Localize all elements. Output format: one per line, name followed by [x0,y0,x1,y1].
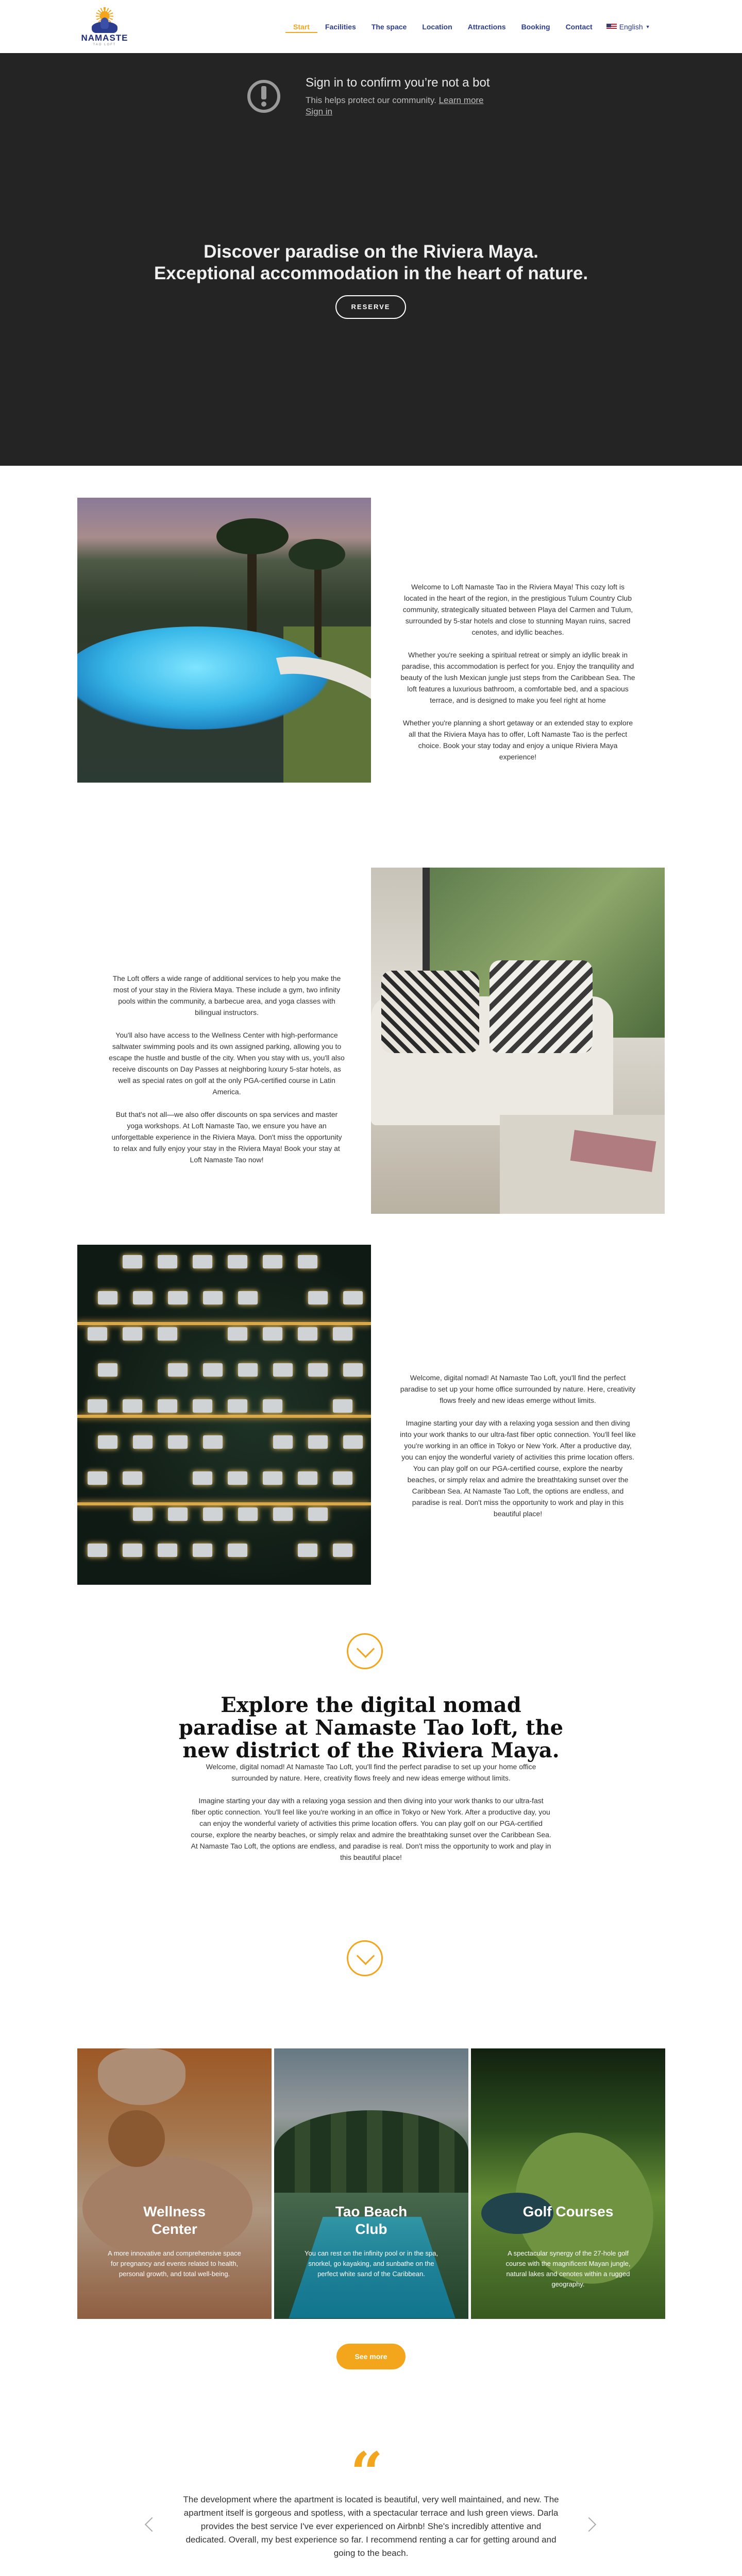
rooftop-shape [158,1399,177,1413]
rooftop-shape [228,1399,247,1413]
chevron-left-icon[interactable] [145,2517,159,2532]
nav-booking[interactable]: Booking [521,23,550,31]
hero-title [0,241,742,284]
rooftop-shape [263,1399,282,1413]
rooftop-shape [263,1471,282,1485]
rooftop-shape [158,1255,177,1268]
rooftop-shape [343,1363,363,1377]
digital-nomad-text [399,1372,636,1531]
paragraph: Whether you're planning a short getaway or an extended stay to explore all that the Riviera Maya has to offer, Loft Namaste Tao is the perfect choice. Book your stay today and enjoy a unique Riviera Maya experience! [402,719,633,761]
rooftop-shape [98,1291,117,1304]
learn-more-link[interactable]: Learn more [439,95,484,105]
rooftop-shape [333,1471,352,1485]
rooftop-shape [333,1327,352,1341]
paragraph: But that's not all—we also offer discounts on spa services and master yoga workshops. At Loft Namaste Tao, we ensure you have an unforgettable experience in the Riviera Maya. Don't miss the opportunity to relax and fully enjoy your stay in the Riviera Maya! Book your stay at Loft Namaste Tao now! [111,1110,342,1164]
card-title: Tao Beach Club [335,2204,408,2237]
scroll-down-icon[interactable] [347,1633,383,1669]
rooftop-shape [228,1255,247,1268]
paragraph: Imagine starting your day with a relaxing yoga session and then diving into your work thanks to our ultra-fast fiber optic connection. You'll feel like you're working in an office in Tokyo or New York. After a productive day, you can enjoy the wonderful variety of activities this prime location offers. You can play golf on our PGA-certified course, explore the nearby beaches, or simply relax and admire the breathtaking sunset over the Caribbean Sea. At Namaste Tao Loft, the options are endless, and paradise is real. Don't miss the opportunity to work and play in this beautiful place! [191,1797,551,1861]
road-shape [77,1415,371,1418]
rooftop-shape [168,1435,188,1449]
nav-attractions[interactable]: Attractions [467,23,506,31]
rooftop-shape [203,1363,223,1377]
welcome-text [399,581,636,774]
rooftop-shape [228,1544,247,1557]
chevron-down-icon: ▼ [645,24,650,29]
rooftop-shape [88,1471,107,1485]
rooftop-shape [203,1507,223,1521]
golf-courses-card[interactable] [471,2048,665,2319]
rooftop-shape [193,1255,212,1268]
bot-check-title: Sign in to confirm you’re not a bot [306,76,490,90]
paragraph: Imagine starting your day with a relaxing yoga session and then diving into your work thanks to our ultra-fast fiber optic connection. You'll feel like you're working in an office in Tokyo or New York. After a productive day, you can enjoy the wonderful variety of activities this prime location offers. You can play golf on our PGA-certified course, explore the nearby beaches, or simply relax and admire the breathtaking sunset over the Caribbean Sea. At Namaste Tao Loft, the options are endless, and paradise is real. Don't miss the opportunity to work and play in this beautiful place! [400,1419,636,1518]
bot-check-description: This helps protect our community. [306,95,436,105]
card-description: You can rest on the infinity pool or in the spa, snorkel, go kayaking, and sunbathe on the perfect white sand of the Caribbean. [305,2249,438,2278]
living-room-photo [371,868,665,1214]
card-title: Wellness Center [143,2204,206,2237]
rooftop-shape [133,1435,153,1449]
pillow-shape [490,960,593,1053]
wellness-center-card[interactable] [77,2048,272,2319]
quote-icon: “ [350,2439,383,2506]
rooftop-shape [88,1544,107,1557]
rooftop-shape [123,1327,142,1341]
rooftop-shape [158,1544,177,1557]
language-switcher[interactable] [600,21,650,33]
card-description: A more innovative and comprehensive space for pregnancy and events related to health, personal growth, and total well-being. [108,2249,241,2278]
paragraph: Whether you're seeking a spiritual retreat or simply an idyllic break in paradise, this accommodation is perfect for you. Enjoy the tranquility and beauty of the lush Mexican jungle just steps from the Caribbean Sea. The loft features a luxurious bathroom, a comfortable bed, and a spacious terrace, and is designed to make you feel right at home [400,651,635,704]
reserve-button[interactable]: RESERVE [335,295,406,319]
rooftop-shape [193,1399,212,1413]
paragraph: The Loft offers a wide range of additional services to help you make the most of your stay in the Riviera Maya. These include a gym, two infinity pools within the community, a barbecue area, and yoga classes with bilingual instructors. [112,974,341,1016]
rooftop-shape [343,1291,363,1304]
pool-photo [77,498,371,783]
rooftop-shape [298,1544,317,1557]
rooftop-shape [273,1363,293,1377]
nav-start[interactable]: Start [285,21,317,33]
rooftop-shape [308,1363,328,1377]
rooftop-shape [238,1507,258,1521]
card-description: A spectacular synergy of the 27-hole golf course with the magnificent Mayan jungle, natural lakes and cenotes within a rugged geography. [505,2249,631,2288]
services-text [108,973,345,1177]
scroll-down-icon[interactable] [347,1940,383,1976]
paragraph: Welcome, digital nomad! At Namaste Tao Loft, you'll find the perfect paradise to set up your home office surrounded by nature. Here, creativity flows freely and new ideas emerge without limits. [400,1374,636,1404]
rooftop-shape [238,1363,258,1377]
rooftop-shape [123,1471,142,1485]
rooftop-shape [123,1544,142,1557]
nav-location[interactable]: Location [422,23,452,31]
paragraph: Welcome, digital nomad! At Namaste Tao Loft, you'll find the perfect paradise to set up your home office surrounded by nature. Here, creativity flows freely and new ideas emerge without limits. [206,1762,536,1782]
rooftop-shape [88,1327,107,1341]
rooftop-shape [273,1507,293,1521]
tao-beach-club-card[interactable] [274,2048,468,2319]
rooftop-shape [193,1471,212,1485]
rooftop-shape [343,1435,363,1449]
nav-contact[interactable]: Contact [565,23,593,31]
rooftop-shape [263,1327,282,1341]
rooftop-shape [308,1291,328,1304]
sign-in-link[interactable]: Sign in [306,107,332,116]
language-label: English [619,23,643,31]
rooftop-shape [298,1255,317,1268]
rooftop-shape [203,1435,223,1449]
rooftop-shape [298,1471,317,1485]
lotus-icon [92,22,117,33]
rooftop-shape [203,1291,223,1304]
logo-subtext: TAO LOFT [93,43,116,46]
card-title: Golf Courses [522,2204,614,2219]
rooftop-shape [298,1327,317,1341]
explore-title: Explore the digital nomad paradise at Namaste Tao loft, the new district of the Riviera Maya. [178,1693,564,1762]
rooftop-shape [88,1399,107,1413]
rooftop-shape [333,1399,352,1413]
rooftop-shape [333,1544,352,1557]
chevron-right-icon[interactable] [582,2517,596,2532]
rooftop-shape [193,1544,212,1557]
us-flag-icon [606,24,617,30]
nav-facilities[interactable]: Facilities [325,23,356,31]
rooftop-shape [263,1255,282,1268]
rooftop-shape [168,1507,188,1521]
road-shape [77,1322,371,1325]
testimonial-text: The development where the apartment is located is beautiful, very well maintained, and new. The apartment itself is gorgeous and spotless, with a spectacular terrace and lush green views. Darla provides the best service I've ever experienced on Airbnb! She's incredibly attentive and dedicated. Overall, my best experience so far. I recommend renting a car for getting around and going to the beach. [183,2495,559,2558]
nav-the-space[interactable]: The space [371,23,407,31]
rooftop-shape [158,1327,177,1341]
rooftop-shape [168,1291,188,1304]
road-shape [77,1502,371,1505]
main-nav [285,21,650,33]
site-header [0,0,742,53]
hero-section [0,53,742,466]
hero-title-line2: Exceptional accommodation in the heart of nature. [154,263,588,283]
paragraph: Welcome to Loft Namaste Tao in the Riviera Maya! This cozy loft is located in the heart of the region, in the prestigious Tulum Country Club community, strategically situated between Playa del Carmen and Tulum, surrounded by 5-star hotels and close to stunning Mayan ruins, sacred cenotes, and idyllic beaches. [402,583,633,636]
aerial-night-photo [77,1245,371,1585]
rooftop-shape [133,1291,153,1304]
paragraph: You'll also have access to the Wellness Center with high-performance saltwater swimming pools and its own assigned parking, allowing you to escape the hustle and bustle of the city. When you stay with us, you'll also receive discounts on Day Passes at neighboring luxury 5-star hotels, as well as special rates on golf at the only PGA-certified course in Latin America. [109,1031,345,1096]
bot-check-notice [247,76,515,122]
rooftop-shape [123,1399,142,1413]
rooftop-shape [308,1435,328,1449]
alert-icon [247,80,280,113]
rooftop-shape [228,1471,247,1485]
rooftop-shape [98,1363,117,1377]
logo-text: NAMASTE [81,33,128,43]
bot-check-text [306,95,484,106]
see-more-button[interactable]: See more [336,2344,406,2369]
rooftop-shape [168,1363,188,1377]
rooftop-shape [228,1327,247,1341]
rooftop-shape [238,1291,258,1304]
rooftop-shape [273,1435,293,1449]
explore-text [191,1761,551,1874]
hero-title-line1: Discover paradise on the Riviera Maya. [204,242,538,262]
rooftop-shape [123,1255,142,1268]
rooftop-shape [98,1435,117,1449]
palm-tree-shape [314,549,322,657]
pillow-shape [381,971,479,1053]
site-logo[interactable] [76,6,133,47]
rooftop-shape [133,1507,153,1521]
rooftop-shape [308,1507,328,1521]
